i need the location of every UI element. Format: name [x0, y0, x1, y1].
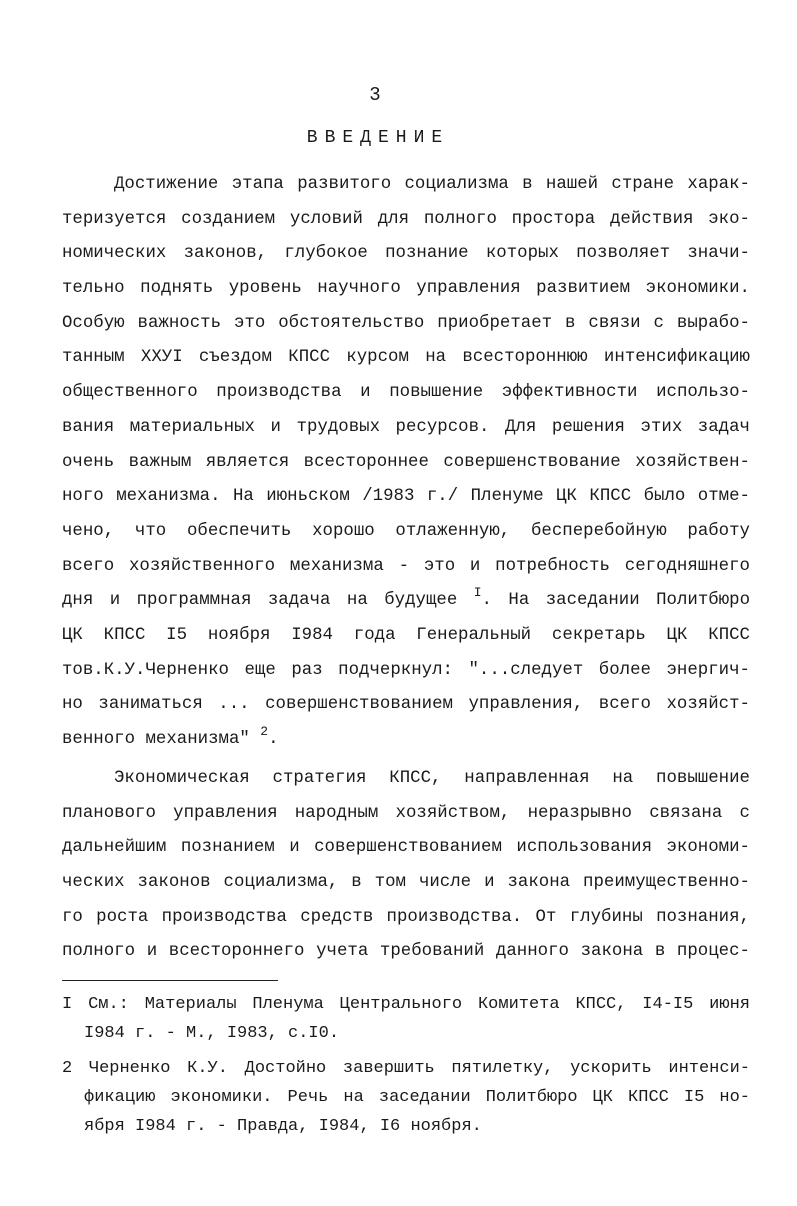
text-line: ЦК КПСС I5 ноября I984 года Генеральный секретарь ЦК КПСС [62, 625, 750, 645]
page-number: 3 [369, 84, 381, 106]
footnote-1 [62, 990, 750, 1048]
footnote-2 [62, 1054, 750, 1141]
footnotes [62, 990, 750, 1147]
footnote-line: ября I984 г. - Правда, I984, I6 ноября. [84, 1117, 482, 1136]
text-fragment: . [268, 730, 279, 749]
text-line: тов.К.У.Черненко еще раз подчеркнул: "...следует более энергич- [62, 660, 750, 680]
footnote-marker-2: 2 [260, 724, 269, 739]
text-line: общественного производства и повышение эффективности использо- [62, 383, 750, 403]
footnote-line: 2 Черненко К.У. Достойно завершить пятилетку, ускорить интенси- [62, 1059, 750, 1078]
text-line: чено, что обеспечить хорошо отлаженную, бесперебойную работу [62, 521, 750, 541]
text-line: Достижение этапа развитого социализма в нашей стране харак- [114, 175, 750, 194]
footnote-line: фикацию экономики. Речь на заседании Политбюро ЦК КПСС I5 но- [84, 1088, 750, 1107]
text-line: танным ХХУI съездом КПСС курсом на всестороннюю интенсификацию [62, 348, 750, 368]
text-line-with-footnote-2 [62, 723, 750, 758]
text-line: номических законов, глубокое познание которых позволяет значи- [62, 244, 750, 264]
text-line: дальнейшим познанием и совершенствованием использования экономи- [62, 838, 750, 858]
text-line: тельно поднять уровень научного управления развитием экономики. [62, 279, 750, 299]
text-line: теризуется созданием условий для полного простора действия эко- [62, 209, 750, 229]
text-line: всего хозяйственного механизма - это и потребность сегодняшнего [62, 556, 750, 576]
text-line: ческих законов социализма, в том числе и закона преимущественно- [62, 873, 750, 893]
text-line: планового управления народным хозяйством, неразрывно связана с [62, 803, 750, 823]
paragraph-economic-strategy [62, 762, 750, 970]
text-line: го роста производства средств производства. От глубины познания, [62, 907, 750, 927]
footnote-line: I См.: Материалы Пленума Центрального Комитета КПСС, I4-I5 июня [62, 995, 750, 1014]
text-line: Экономическая стратегия КПСС, направленная на повышение [114, 769, 750, 788]
text-fragment: дня и программная задача на будущее [62, 591, 474, 611]
text-fragment: венного механизма" [62, 730, 261, 749]
footnote-marker-1: I [473, 585, 482, 601]
text-line: но заниматься ... совершенствованием управления, всего хозяйст- [62, 695, 750, 715]
text-line: ного механизма. На июньском /1983 г./ Пленуме ЦК КПСС было отме- [62, 487, 750, 507]
section-heading: ВВЕДЕНИЕ [306, 128, 450, 148]
footnote-divider [62, 980, 278, 981]
text-fragment: . На заседании Политбюро [481, 591, 751, 611]
text-line-with-footnote-1 [62, 584, 750, 619]
text-line: Особую важность это обстоятельство приобретает в связи с вырабо- [62, 313, 750, 333]
footnote-line: I984 г. - М., I983, с.I0. [84, 1024, 340, 1043]
paragraph-introduction [62, 168, 750, 758]
text-line: вания материальных и трудовых ресурсов. Для решения этих задач [62, 417, 750, 437]
text-line: очень важным является всестороннее совершенствование хозяйствен- [62, 452, 750, 472]
text-line: полного и всестороннего учета требований данного закона в процес- [62, 942, 750, 962]
